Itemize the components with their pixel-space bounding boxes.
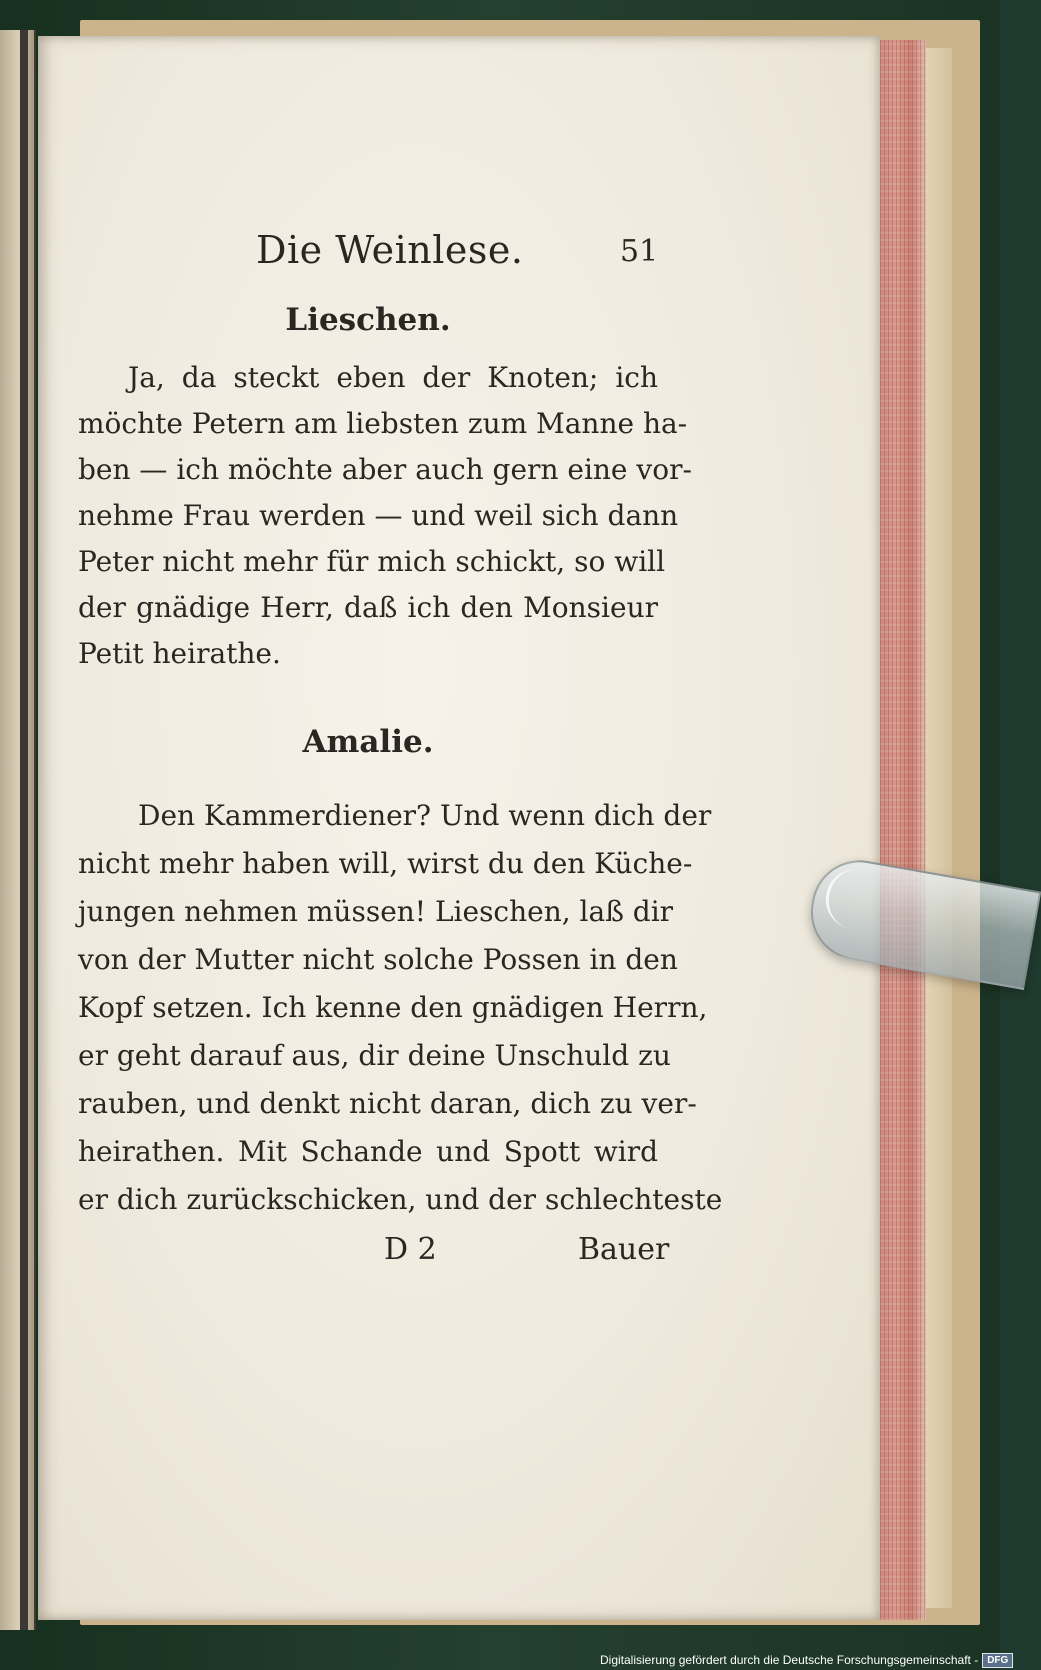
text-line: Peter nicht mehr für mich schickt, so will	[78, 545, 666, 578]
text-line: nehme Frau werden — und weil sich dann	[78, 499, 679, 532]
speaker-name: Amalie.	[302, 724, 434, 760]
signature-mark: D 2	[384, 1232, 437, 1267]
text-line: der gnädige Herr, daß ich den Monsieur	[78, 591, 658, 624]
text-line: er geht darauf aus, dir deine Unschuld zu	[78, 1039, 671, 1072]
text-line: nicht mehr haben will, wirst du den Küche-	[78, 847, 693, 880]
text-line: möchte Petern am liebsten zum Manne ha-	[78, 407, 688, 440]
text-line: Petit heirathe.	[78, 637, 281, 670]
red-page-edges	[876, 40, 926, 1620]
text-line: Den Kammerdiener? Und wenn dich der	[138, 799, 712, 832]
text-line: er dich zurückschicken, und der schlechteste	[78, 1183, 723, 1216]
speaker-name: Lieschen.	[285, 302, 451, 338]
text-line: ben — ich möchte aber auch gern eine vor-	[78, 453, 692, 486]
running-title: Die Weinlese.	[256, 228, 524, 272]
text-line: heirathen. Mit Schande und Spott wird	[78, 1135, 658, 1168]
text-line: rauben, und denkt nicht daran, dich zu ver-	[78, 1087, 697, 1120]
catchword: Bauer	[578, 1232, 670, 1267]
text-line: von der Mutter nicht solche Possen in den	[78, 943, 678, 976]
digitization-credit	[600, 1650, 1013, 1670]
page-number: 51	[620, 234, 659, 269]
text-line: Kopf setzen. Ich kenne den gnädigen Herrn,	[78, 991, 708, 1024]
left-facing-page	[0, 30, 36, 1630]
dfg-logo: DFG	[982, 1653, 1013, 1668]
cover-edge	[926, 48, 952, 1608]
gutter-shadow	[20, 30, 28, 1630]
text-line: Ja, da steckt eben der Knoten; ich	[128, 361, 658, 394]
text-line: jungen nehmen müssen! Lieschen, laß dir	[78, 895, 674, 928]
credit-text: Digitalisierung gefördert durch die Deutsche Forschungsgemeinschaft -	[600, 1653, 979, 1667]
